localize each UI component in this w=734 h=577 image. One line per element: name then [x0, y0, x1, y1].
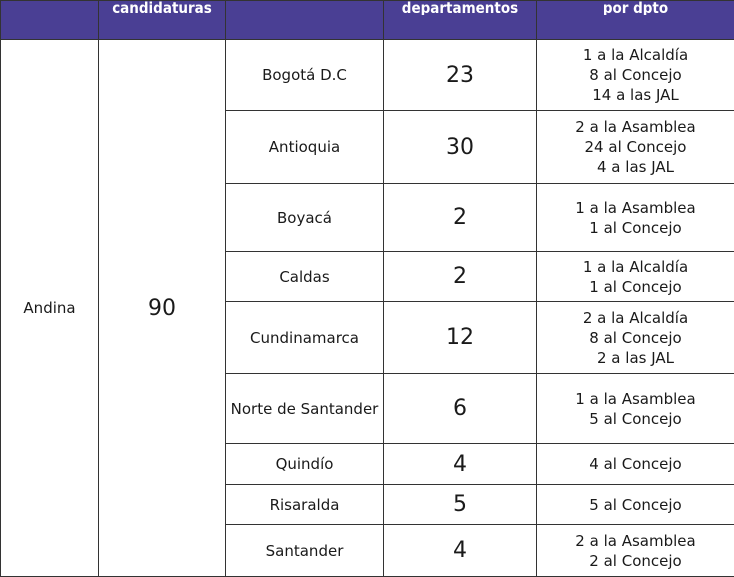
breakdown-line: 1 al Concejo — [537, 277, 734, 297]
count-cell: 23 — [384, 40, 537, 111]
count-cell: 6 — [384, 374, 537, 444]
breakdown-line: 1 a la Alcaldía — [537, 257, 734, 277]
breakdown-line: 8 al Concejo — [537, 328, 734, 348]
count-cell: 4 — [384, 525, 537, 577]
department-cell: Quindío — [226, 444, 384, 485]
breakdown-line: 5 al Concejo — [537, 495, 734, 515]
breakdown-cell — [537, 302, 734, 374]
breakdown-cell — [537, 374, 734, 444]
breakdown-line: 1 a la Asamblea — [537, 198, 734, 218]
breakdown-cell — [537, 40, 734, 111]
department-cell: Cundinamarca — [226, 302, 384, 374]
header-region — [1, 1, 99, 40]
table-row — [1, 40, 734, 111]
department-cell: Santander — [226, 525, 384, 577]
total-candidacies-cell: 90 — [99, 40, 226, 577]
count-cell: 12 — [384, 302, 537, 374]
breakdown-cell — [537, 525, 734, 577]
breakdown-line: 2 a las JAL — [537, 348, 734, 368]
breakdown-line: 4 al Concejo — [537, 454, 734, 474]
count-cell: 4 — [384, 444, 537, 485]
breakdown-line: 2 a la Alcaldía — [537, 308, 734, 328]
breakdown-cell — [537, 111, 734, 184]
count-cell: 5 — [384, 485, 537, 525]
breakdown-line: 1 a la Asamblea — [537, 389, 734, 409]
breakdown-cell — [537, 444, 734, 485]
header-department — [226, 1, 384, 40]
breakdown-line: 2 al Concejo — [537, 551, 734, 571]
header-breakdown: por dpto — [537, 1, 734, 40]
breakdown-line: 2 a la Asamblea — [537, 531, 734, 551]
breakdown-line: 14 a las JAL — [537, 85, 734, 105]
breakdown-cell — [537, 184, 734, 252]
breakdown-line: 8 al Concejo — [537, 65, 734, 85]
header-row — [1, 1, 734, 40]
department-cell: Caldas — [226, 252, 384, 302]
department-cell: Antioquia — [226, 111, 384, 184]
breakdown-line: 5 al Concejo — [537, 409, 734, 429]
count-cell: 2 — [384, 184, 537, 252]
breakdown-line: 1 al Concejo — [537, 218, 734, 238]
department-cell: Risaralda — [226, 485, 384, 525]
breakdown-line: 24 al Concejo — [537, 137, 734, 157]
breakdown-cell — [537, 485, 734, 525]
count-cell: 2 — [384, 252, 537, 302]
breakdown-line: 2 a la Asamblea — [537, 117, 734, 137]
header-departments-count: departamentos — [384, 1, 537, 40]
count-cell: 30 — [384, 111, 537, 184]
department-cell: Bogotá D.C — [226, 40, 384, 111]
header-candidacies: candidaturas — [99, 1, 226, 40]
department-cell: Norte de Santander — [226, 374, 384, 444]
breakdown-line: 1 a la Alcaldía — [537, 45, 734, 65]
breakdown-cell — [537, 252, 734, 302]
department-cell: Boyacá — [226, 184, 384, 252]
region-cell: Andina — [1, 40, 99, 577]
breakdown-line: 4 a las JAL — [537, 157, 734, 177]
